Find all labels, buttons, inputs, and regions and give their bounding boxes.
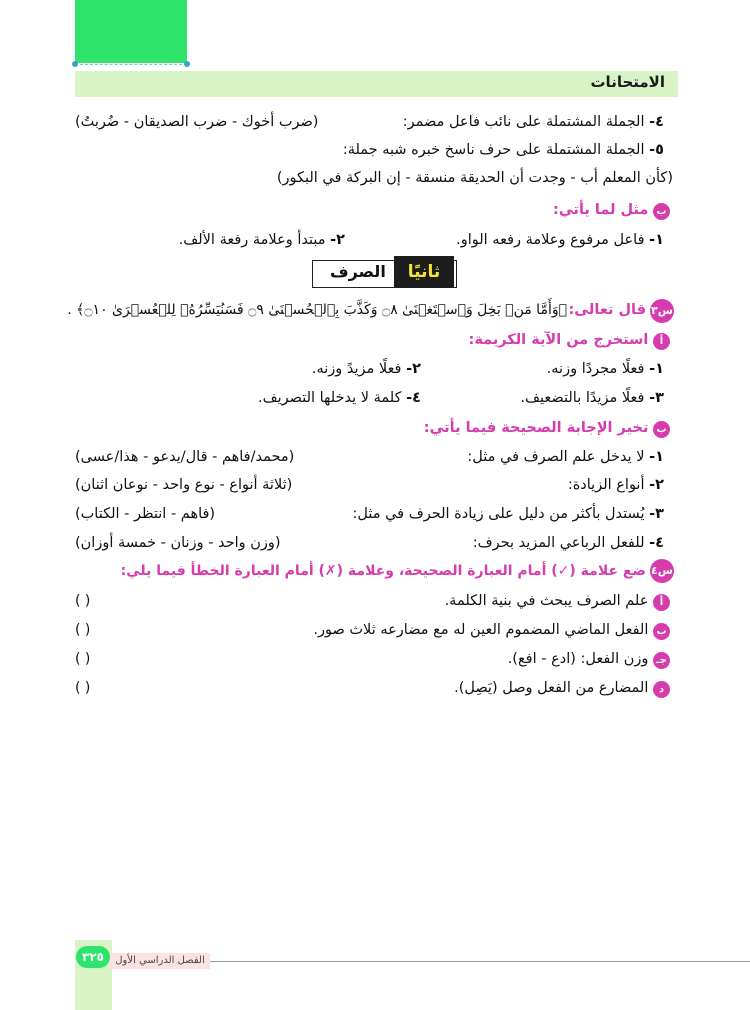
sub-b-item-4: ٤- للفعل الرباعي المزيد بحرف: — [472, 535, 664, 551]
guide-line — [75, 64, 187, 66]
question-item-5: ٥- الجملة المشتملة على حرف ناسخ خبره شبه جملة: — [342, 142, 664, 158]
page-number: ٣٢٥ — [76, 946, 110, 968]
section-title: الامتحانات — [590, 73, 665, 91]
q4-answer-box-c[interactable]: ( ) — [75, 651, 91, 667]
q4-item-d: د المضارع من الفعل وصل (يَصِل). — [454, 678, 670, 698]
guide-dot-right — [184, 61, 190, 67]
sub-b-heading: ب تخير الإجابة الصحيحة فيما يأتي: — [424, 418, 670, 438]
part-b-badge: ب — [653, 203, 670, 220]
section-2-tag: ثانيًا — [394, 256, 454, 288]
sub-a-heading: أ استخرج من الآية الكريمة: — [469, 330, 670, 350]
question-3-intro: قال تعالى: — [568, 302, 646, 318]
sub-a-badge: أ — [653, 333, 670, 350]
sub-a-item-2: ٢- فعلًا مزيدً وزنه. — [311, 361, 421, 377]
q4-item-a: أ علم الصرف يبحث في بنية الكلمة. — [445, 591, 670, 611]
q4-badge-a: أ — [653, 594, 670, 611]
q4-badge-c: جـ — [653, 652, 670, 669]
quran-verse: ﴿وَأَمَّا مَنۢ بَخِلَ وَٱسۡتَغۡنَىٰ ۝٨ وَكَذَّبَ بِٱلۡحُسۡنَىٰ ۝٩ فَسَنُيَسِّرُهُۥ لِلۡعُسۡرَىٰ ۝١٠﴾ . — [67, 302, 567, 318]
question-4-badge: س٤ — [650, 559, 674, 583]
options-item-5: (كأن المعلم أب - وجدت أن الحديقة منسقة - إن البركة في البكور) — [276, 170, 673, 186]
sub-a-item-3: ٣- فعلًا مزيدًا بالتضعيف. — [520, 390, 664, 406]
q4-item-b: ب الفعل الماضي المضموم العين له مع مضارعه ثلاث صور. — [313, 620, 670, 640]
section-band — [75, 71, 678, 97]
q4-answer-box-d[interactable]: ( ) — [75, 680, 91, 696]
part-b-item-1: ١- فاعل مرفوع وعلامة رفعه الواو. — [456, 232, 664, 248]
guide-dot-left — [72, 61, 78, 67]
sub-b-badge: ب — [653, 421, 670, 438]
options-item-4: (ضرب أخوك - ضرب الصديقان - ضُربتُ) — [75, 114, 319, 130]
question-4-title: ضع علامة (✓) أمام العبارة الصحيحة، وعلامة (✗) أمام العبارة الخطأ فيما يلي: — [120, 563, 646, 579]
sub-b-item-3: ٣- يُستدل بأكثر من دليل على زيادة الحرف في مثل: — [352, 506, 664, 522]
footer-term-label: الفصل الدراسي الأول — [110, 953, 210, 969]
q4-badge-b: ب — [653, 623, 670, 640]
sub-a-item-1: ١- فعلًا مجردًا وزنه. — [546, 361, 664, 377]
sub-b-options-4: (وزن واحد - وزنان - خمسة أوزان) — [75, 535, 281, 551]
part-b-item-2: ٢- مبتدأ وعلامة رفعة الألف. — [178, 232, 345, 248]
sub-a-item-4: ٤- كلمة لا يدخلها التصريف. — [257, 390, 421, 406]
header-color-block — [75, 0, 187, 63]
sub-b-item-2: ٢- أنواع الزيادة: — [567, 477, 664, 493]
part-b-heading: ب مثل لما يأتي: — [553, 200, 670, 220]
sub-b-options-2: (ثلاثة أنواع - نوع واحد - نوعان اثنان) — [75, 477, 293, 493]
sub-b-item-1: ١- لا يدخل علم الصرف في مثل: — [467, 449, 664, 465]
sub-b-options-1: (محمد/فاهم - قال/يدعو - هذا/عسى) — [75, 449, 295, 465]
sub-b-options-3: (فاهم - انتظر - الكتاب) — [75, 506, 216, 522]
question-item-4: ٤- الجملة المشتملة على نائب فاعل مضمر: — [402, 114, 664, 130]
q4-answer-box-b[interactable]: ( ) — [75, 622, 91, 638]
question-3-badge: س٣ — [650, 299, 674, 323]
q4-item-c: جـ وزن الفعل: (ادع - افع). — [508, 649, 670, 669]
q4-answer-box-a[interactable]: ( ) — [75, 593, 91, 609]
q4-badge-d: د — [653, 681, 670, 698]
section-2-label: الصرف — [330, 262, 386, 281]
